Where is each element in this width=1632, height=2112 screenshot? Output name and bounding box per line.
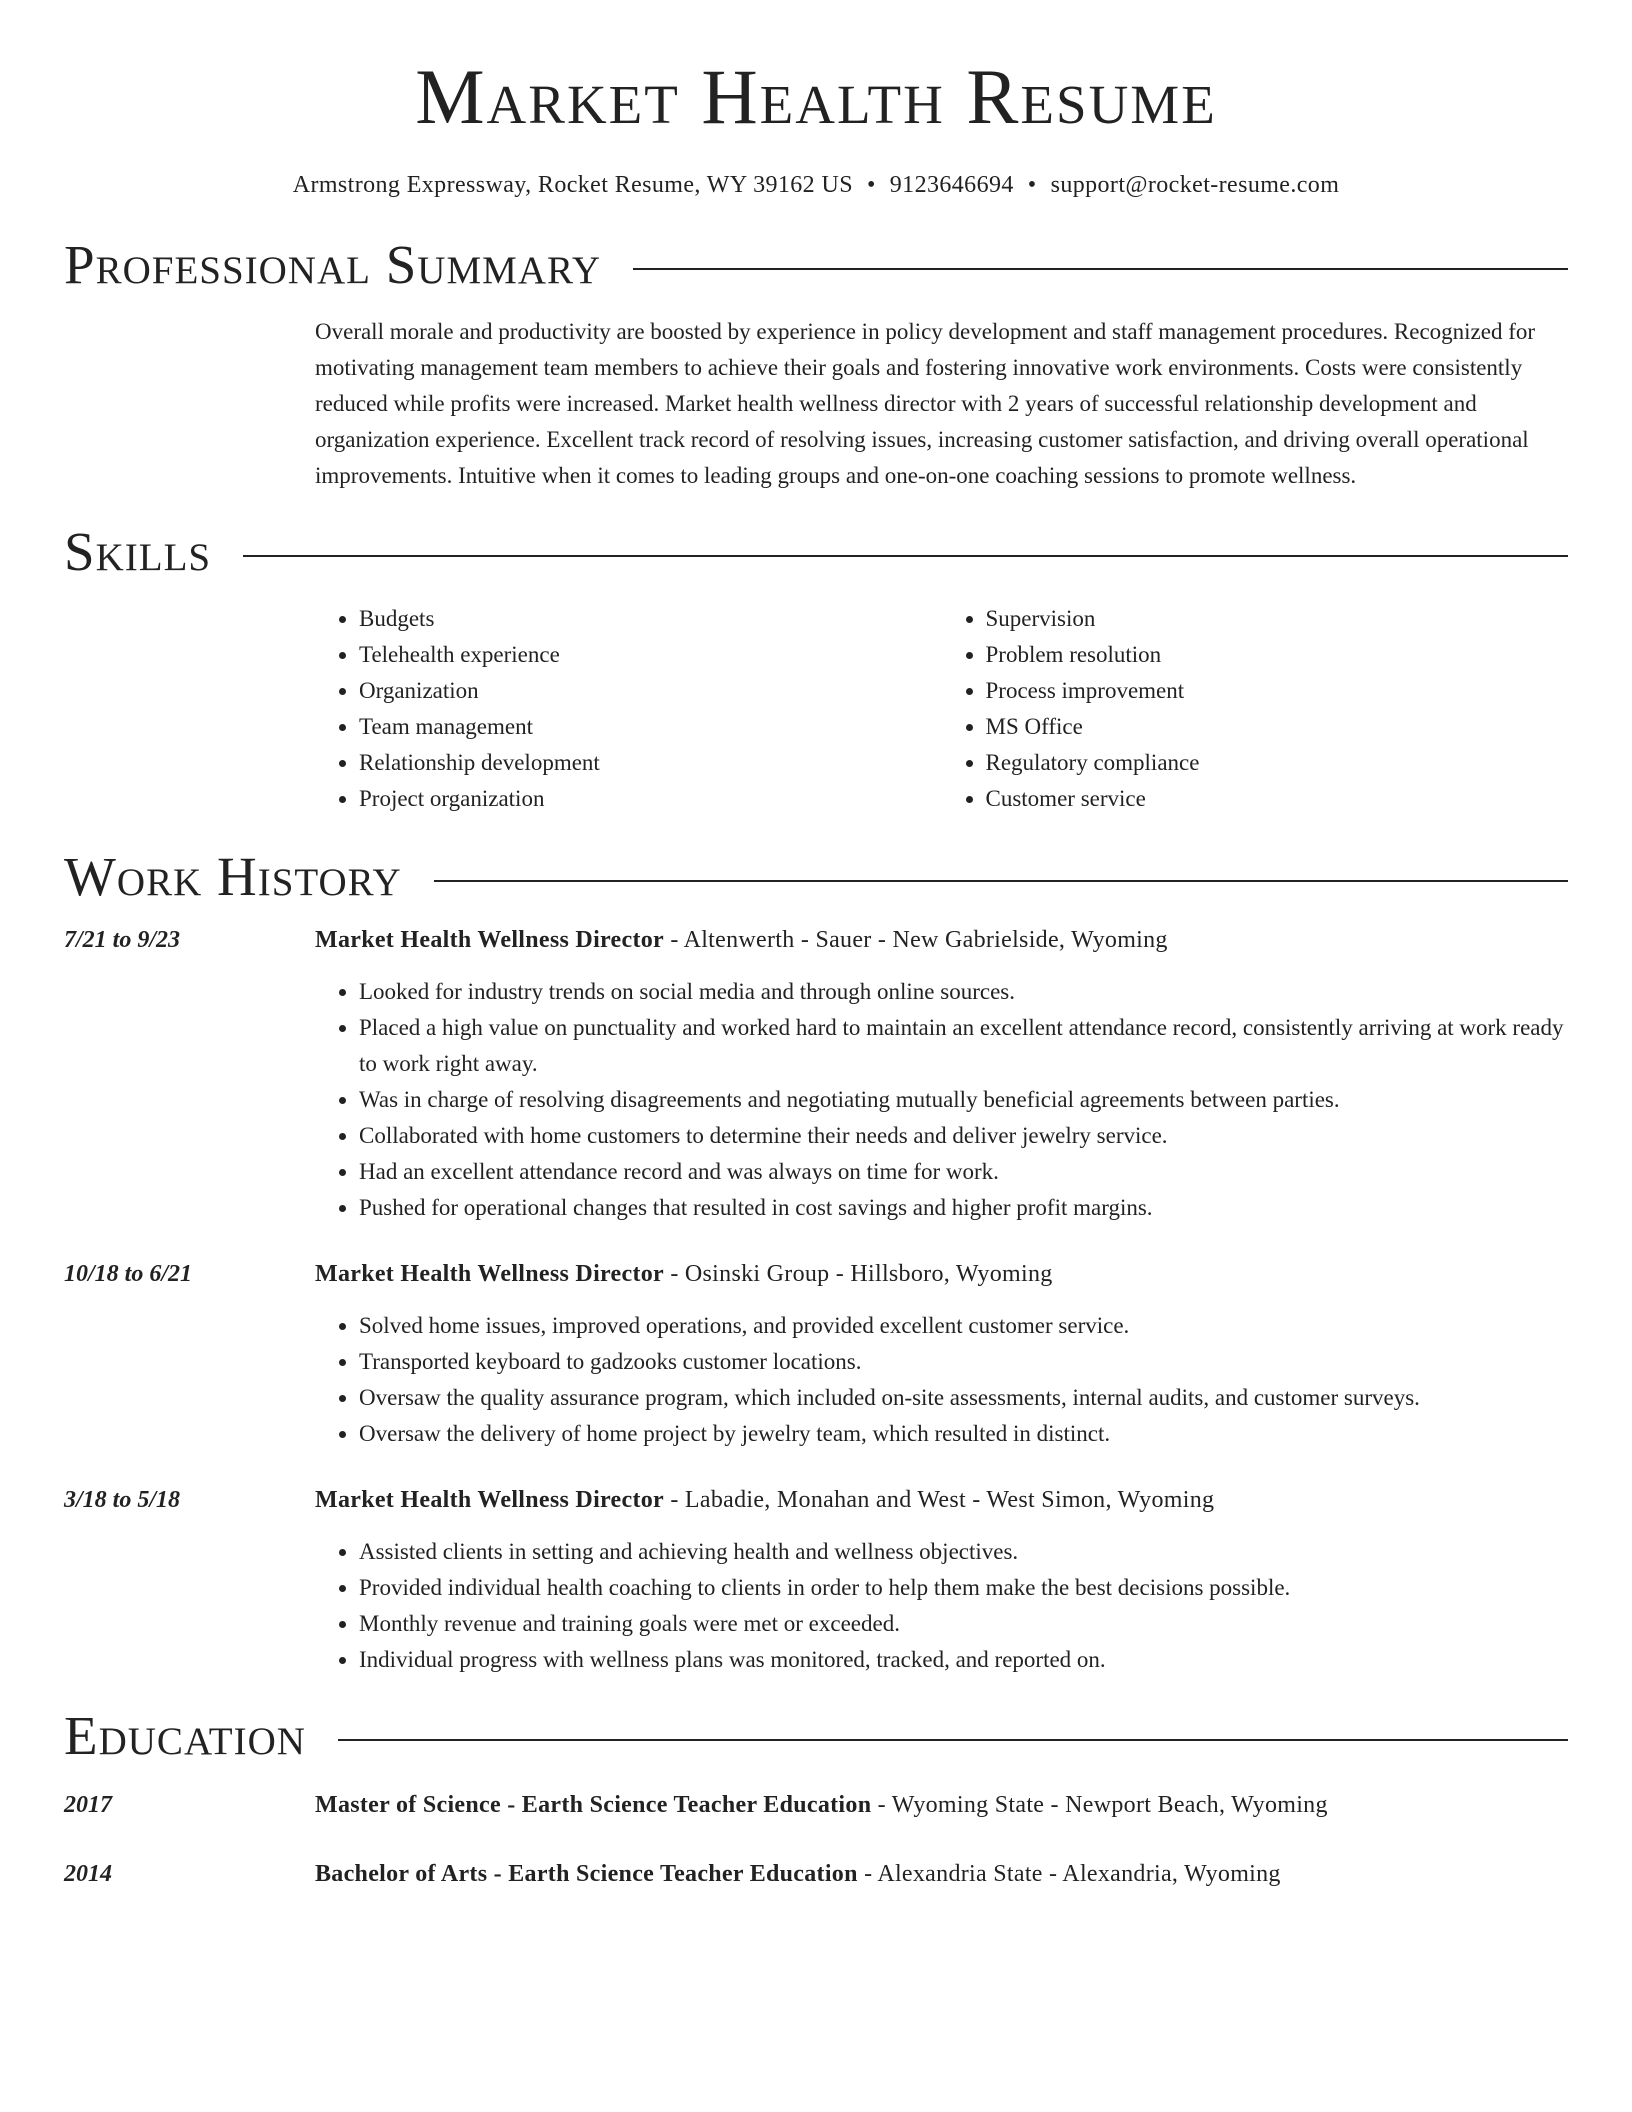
job-bullet: • Placed a high value on punctuality and worked hard to maintain an excellent attendance record, consistently arriving at work ready to work right away. (359, 1010, 1568, 1082)
job-body (315, 1482, 1568, 1678)
job-bullet: • Assisted clients in setting and achieving health and wellness objectives. (359, 1534, 1568, 1570)
job-bullet: • Pushed for operational changes that resulted in cost savings and higher profit margins. (359, 1190, 1568, 1226)
phone-text: 9123646694 (889, 172, 1014, 198)
address-text: Armstrong Expressway, Rocket Resume, WY 39162 US (292, 172, 853, 198)
email-link[interactable]: support@rocket-resume.com (1050, 172, 1340, 198)
job-heading (315, 1482, 1568, 1518)
education-school: - Alexandria State - Alexandria, Wyoming (857, 1861, 1281, 1887)
education-heading: Education (64, 1705, 306, 1766)
job-role: Market Health Wellness Director (315, 1261, 665, 1287)
education-year: 2014 (64, 1861, 112, 1887)
job-bullet: • Transported keyboard to gadzooks customer locations. (359, 1344, 1568, 1380)
skill-item: • Supervision (986, 601, 1569, 637)
section-divider (434, 880, 1568, 882)
job-employer: - Altenwerth - Sauer - New Gabrielside, Wyoming (664, 927, 1168, 953)
education-line (315, 1787, 1328, 1823)
separator-dot: • (866, 172, 876, 198)
education-year: 2017 (64, 1792, 112, 1818)
job-heading (315, 922, 1568, 958)
education-school: - Wyoming State - Newport Beach, Wyoming (871, 1792, 1328, 1818)
job-entry (64, 1256, 1568, 1452)
job-bullet: • Individual progress with wellness plans was monitored, tracked, and reported on. (359, 1642, 1568, 1678)
job-bullet: • Looked for industry trends on social media and through online sources. (359, 974, 1568, 1010)
skills-list (315, 601, 1568, 817)
skills-heading: Skills (64, 521, 212, 582)
education-degree: Master of Science - Earth Science Teacher Education (315, 1792, 872, 1818)
education-degree: Bachelor of Arts - Earth Science Teacher Education (315, 1861, 858, 1887)
job-body (315, 1256, 1568, 1452)
job-bullets (315, 1308, 1568, 1452)
work-section-header (64, 846, 1568, 907)
job-dates: 3/18 to 5/18 (64, 1487, 181, 1513)
job-bullets (315, 974, 1568, 1226)
skills-column-right (942, 601, 1569, 817)
job-dates: 10/18 to 6/21 (64, 1261, 193, 1287)
education-entry (64, 1787, 1568, 1823)
job-entry (64, 922, 1568, 1226)
job-entry (64, 1482, 1568, 1678)
skill-item: • Problem resolution (986, 637, 1569, 673)
education-section-header (64, 1705, 1568, 1766)
job-bullet: • Monthly revenue and training goals were met or exceeded. (359, 1606, 1568, 1642)
job-bullet: • Provided individual health coaching to clients in order to help them make the best decisions possible. (359, 1570, 1568, 1606)
separator-dot: • (1027, 172, 1037, 198)
job-employer: - Osinski Group - Hillsboro, Wyoming (664, 1261, 1053, 1287)
education-line (315, 1856, 1281, 1892)
contact-line (64, 172, 1568, 199)
summary-section-header (64, 234, 1568, 295)
job-body (315, 922, 1568, 1226)
job-bullet: • Oversaw the quality assurance program, which included on-site assessments, internal audits, and customer surveys. (359, 1380, 1568, 1416)
section-divider (338, 1739, 1568, 1741)
skill-item: • Relationship development (359, 745, 942, 781)
skill-item: • Organization (359, 673, 942, 709)
job-bullet: • Had an excellent attendance record and was always on time for work. (359, 1154, 1568, 1190)
job-role: Market Health Wellness Director (315, 1487, 665, 1513)
job-role: Market Health Wellness Director (315, 927, 665, 953)
resume-title: Market Health Resume (415, 53, 1217, 140)
work-heading: Work History (64, 846, 402, 907)
job-heading (315, 1256, 1568, 1292)
education-entry (64, 1856, 1568, 1892)
skill-item: • Team management (359, 709, 942, 745)
skill-item: • Customer service (986, 781, 1569, 817)
skill-item: • Project organization (359, 781, 942, 817)
job-bullet: • Collaborated with home customers to determine their needs and deliver jewelry service. (359, 1118, 1568, 1154)
job-bullet: • Solved home issues, improved operations, and provided excellent customer service. (359, 1308, 1568, 1344)
skill-item: • Regulatory compliance (986, 745, 1569, 781)
skill-item: • Budgets (359, 601, 942, 637)
section-divider (243, 555, 1568, 557)
skill-item: • Process improvement (986, 673, 1569, 709)
job-bullet: • Was in charge of resolving disagreements and negotiating mutually beneficial agreements between parties. (359, 1082, 1568, 1118)
skill-item: • MS Office (986, 709, 1569, 745)
summary-paragraph: Overall morale and productivity are boosted by experience in policy development and staff management procedures. Recognized for motivating management team members to achieve their goals and fostering innovative work environments. Costs were consistently reduced while profits were increased. Market health wellness director with 2 years of successful relationship development and organization experience. Excellent track record of resolving issues, increasing customer satisfaction, and driving overall operational improvements. Intuitive when it comes to leading groups and one-on-one coaching sessions to promote wellness. (315, 319, 1536, 488)
summary-heading: Professional Summary (64, 234, 602, 295)
section-divider (633, 268, 1568, 270)
job-dates: 7/21 to 9/23 (64, 927, 181, 953)
job-bullets (315, 1534, 1568, 1678)
skill-item: • Telehealth experience (359, 637, 942, 673)
job-bullet: • Oversaw the delivery of home project by jewelry team, which resulted in distinct. (359, 1416, 1568, 1452)
skills-column-left (315, 601, 942, 817)
skills-section-header (64, 521, 1568, 582)
job-employer: - Labadie, Monahan and West - West Simon, Wyoming (664, 1487, 1215, 1513)
